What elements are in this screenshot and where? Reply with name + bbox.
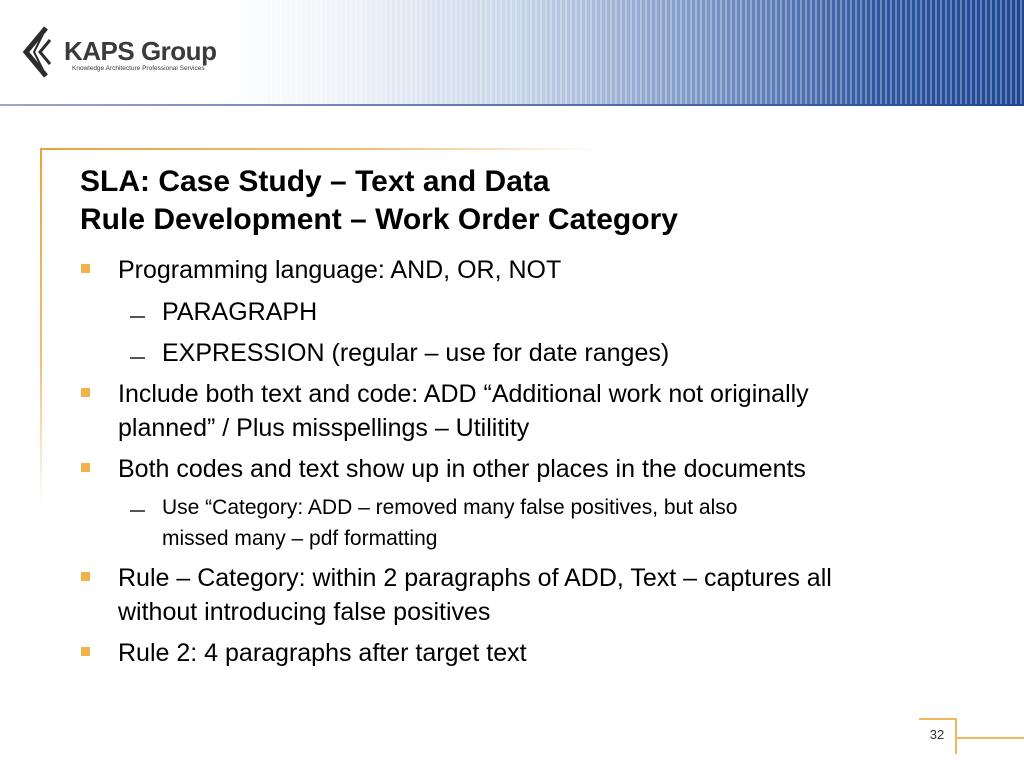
slide-title-line-1: SLA: Case Study – Text and Data: [80, 165, 550, 198]
bullet-item-2-line-2: planned” / Plus misspellings – Utilitity: [118, 414, 530, 442]
bullet-item-3: Both codes and text show up in other places in the documents: [118, 455, 806, 483]
bullet-marker: [81, 572, 90, 581]
logo-tagline: Knowledge Architecture Professional Services: [72, 65, 205, 72]
page-number-rule: [957, 737, 1024, 739]
sub-item-category-line-1: Use “Category: ADD – removed many false positives, but also: [162, 496, 738, 519]
bullet-marker: [81, 463, 90, 472]
slide-title-line-2: Rule Development – Work Order Category: [80, 203, 678, 236]
page-number: 32: [929, 727, 945, 742]
sub-bullet-dash: [130, 316, 145, 318]
bullet-marker: [81, 647, 90, 656]
sub-bullet-dash: [130, 357, 145, 359]
bullet-marker: [81, 264, 90, 273]
bullet-item-4-line-1: Rule – Category: within 2 paragraphs of ADD, Text – captures all: [118, 564, 832, 592]
bullet-item-1: Programming language: AND, OR, NOT: [118, 256, 562, 284]
sub-item-expression: EXPRESSION (regular – use for date ranges): [162, 339, 670, 367]
bullet-marker: [81, 388, 90, 397]
bullet-item-4-line-2: without introducing false positives: [118, 598, 491, 626]
sub-item-paragraph: PARAGRAPH: [162, 298, 318, 326]
logo-name: KAPS Group: [64, 36, 217, 66]
bullet-item-5: Rule 2: 4 paragraphs after target text: [118, 639, 527, 667]
sub-bullet-dash: [130, 510, 145, 512]
bullet-item-2-line-1: Include both text and code: ADD “Additional work not originally: [118, 380, 809, 408]
sub-item-category-line-2: missed many – pdf formatting: [162, 527, 438, 550]
